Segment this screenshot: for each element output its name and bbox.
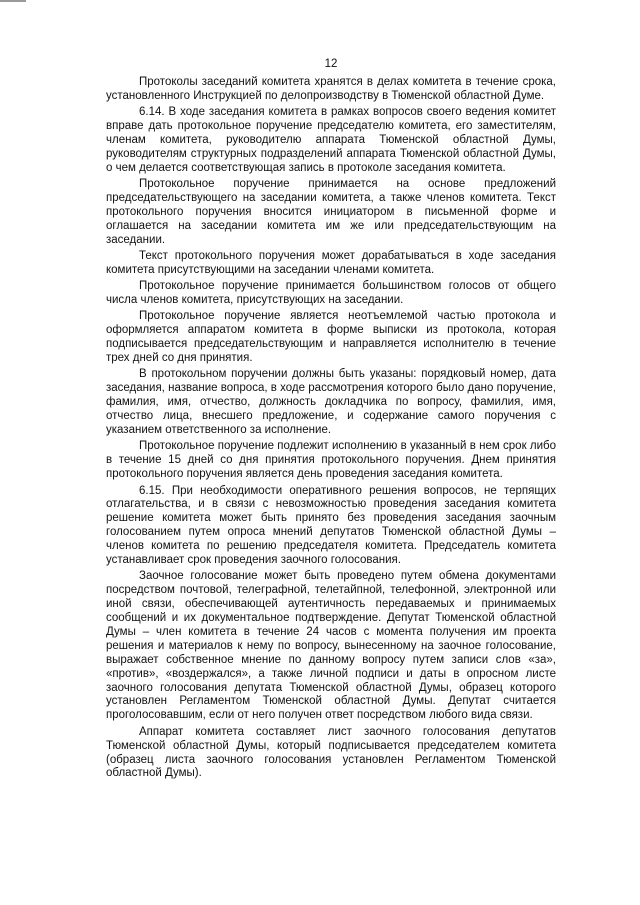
document-body — [106, 76, 556, 784]
paragraph-order-contents: В протокольном поручении должны быть указаны: порядковый номер, дата заседания, название вопроса, в ходе рассмотрения которого было дано поручение, фамилия, имя, отчество, должность докладчика по вопросу, фамилия, имя, отчество лица, внесшего предложение, и содержание самого поручения с указанием ответственного за исполнение. — [106, 368, 556, 437]
paragraph-order-deadline: Протокольное поручение подлежит исполнению в указанный в нем срок либо в течение 15 дней со дня принятия протокольного поручения. Днем принятия протокольного поручения является день проведения заседания комитета. — [106, 440, 556, 481]
paragraph-order-refinement: Текст протокольного поручения может дорабатываться в ходе заседания комитета присутствующими на заседании членами комитета. — [106, 250, 556, 276]
paragraph-voting-sheet: Аппарат комитета составляет лист заочного голосования депутатов Тюменской областной Думы, который подписывается председателем комитета (образец листа заочного голосования установлен Регламентом Тюменской областной Думы). — [106, 725, 556, 780]
paragraph-6-15: 6.15. При необходимости оперативного решения вопросов, не терпящих отлагательства, и в связи с невозможностью проведения заседания комитета решение комитета может быть принято без проведения заседания заочным голосованием путем опроса мнений депутатов Тюменской областной Думы – членов комитета по решению председателя комитета. Председатель комитета устанавливает срок проведения заочного голосования. — [106, 484, 556, 567]
scan-edge-mark — [0, 0, 26, 2]
paragraph-protocol-storage: Протоколы заседаний комитета хранятся в делах комитета в течение срока, установленного Инструкцией по делопроизводству в Тюменской областной Думе. — [106, 76, 556, 102]
paragraph-order-majority-vote: Протокольное поручение принимается большинством голосов от общего числа членов комитета, присутствующих на заседании. — [106, 280, 556, 307]
paragraph-absentee-voting: Заочное голосование может быть проведено путем обмена документами посредством почтовой, телеграфной, телетайпной, телефонной, электронной или иной связи, обеспечивающей аутентичность передаваемых и принимаемых сообщений и их документальное подтверждение. Депутат Тюменской областной Думы – член комитета в течение 24 часов с момента получения им проекта решения и материалов к нему по вопросу, вынесенному на заочное голосование, выражает собственное мнение по данному вопросу путем записи слов «за», «против», «воздержался», а также личной подписи и даты в опросном листе заочного голосования депутата Тюменской областной Думы, образец которого установлен Регламентом Тюменской областной Думы. Депутат считается проголосовавшим, если от него получен ответ посредством любого вида связи. — [106, 570, 556, 722]
paragraph-6-14: 6.14. В ходе заседания комитета в рамках вопросов своего ведения комитет вправе дать протокольное поручение председателю комитета, его заместителям, членам комитета, руководителю аппарата Тюменской областной Думы, руководителям структурных подразделений аппарата Тюменской областной Думы, о чем делается соответствующая запись в протоколе заседания комитета. — [106, 106, 556, 174]
paragraph-order-extract: Протокольное поручение является неотъемлемой частью протокола и оформляется аппаратом комитета в форме выписки из протокола, которая подписывается председательствующим и направляется исполнителю в течение трех дней со дня принятия. — [106, 310, 556, 365]
page-number: 12 — [324, 58, 338, 70]
paragraph-order-adoption-basis: Протокольное поручение принимается на основе предложений председательствующего на заседании комитета, а также членов комитета. Текст протокольного поручения вносится инициатором в письменной форме и оглашается на заседании комитета им же или председательствующим на заседании. — [106, 178, 556, 246]
